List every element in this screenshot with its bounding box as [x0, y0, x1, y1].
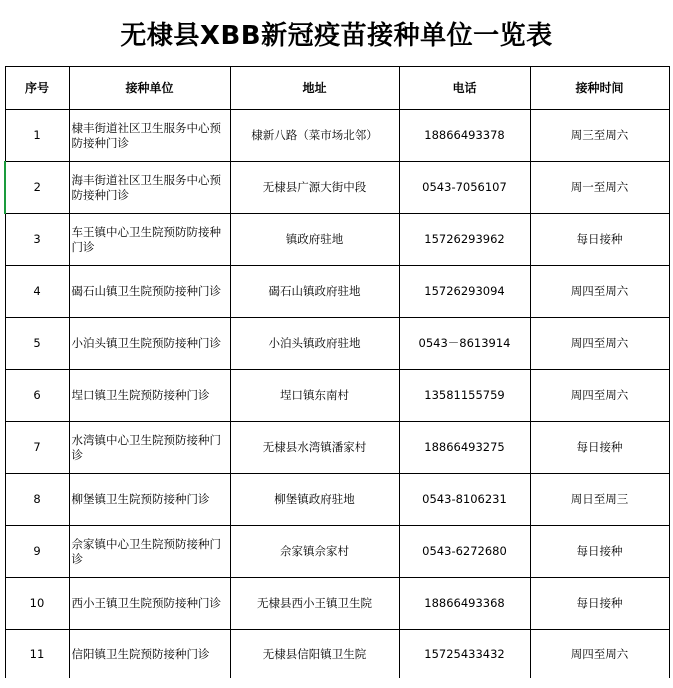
cell-phone[interactable]: 18866493378 [399, 110, 530, 162]
cell-index[interactable]: 4 [5, 266, 69, 318]
cell-phone[interactable]: 15725433432 [399, 630, 530, 679]
cell-phone[interactable]: 18866493368 [399, 578, 530, 630]
cell-index[interactable]: 11 [5, 630, 69, 679]
cell-phone[interactable]: 15726293094 [399, 266, 530, 318]
table-row [5, 318, 669, 370]
cell-unit[interactable]: 小泊头镇卫生院预防接种门诊 [69, 318, 230, 370]
cell-time[interactable]: 周四至周六 [530, 266, 669, 318]
cell-index[interactable]: 2 [5, 162, 69, 214]
cell-index[interactable]: 10 [5, 578, 69, 630]
table-row [5, 266, 669, 318]
cell-index[interactable]: 9 [5, 526, 69, 578]
header-time[interactable]: 接种时间 [530, 67, 669, 110]
cell-address[interactable]: 无棣县西小王镇卫生院 [230, 578, 399, 630]
table-row [5, 526, 669, 578]
table-row [5, 162, 669, 214]
cell-unit[interactable]: 埕口镇卫生院预防接种门诊 [69, 370, 230, 422]
cell-index[interactable]: 8 [5, 474, 69, 526]
cell-address[interactable]: 柳堡镇政府驻地 [230, 474, 399, 526]
cell-phone[interactable]: 0543－8613914 [399, 318, 530, 370]
cell-address[interactable]: 小泊头镇政府驻地 [230, 318, 399, 370]
cell-index[interactable]: 1 [5, 110, 69, 162]
cell-phone[interactable]: 18866493275 [399, 422, 530, 474]
cell-time[interactable]: 周四至周六 [530, 318, 669, 370]
cell-address[interactable]: 佘家镇佘家村 [230, 526, 399, 578]
cell-address[interactable]: 无棣县水湾镇潘家村 [230, 422, 399, 474]
cell-unit[interactable]: 水湾镇中心卫生院预防接种门诊 [69, 422, 230, 474]
table-row [5, 474, 669, 526]
header-index[interactable]: 序号 [5, 67, 69, 110]
cell-time[interactable]: 每日接种 [530, 526, 669, 578]
cell-time[interactable]: 周三至周六 [530, 110, 669, 162]
cell-time[interactable]: 周日至周三 [530, 474, 669, 526]
cell-index[interactable]: 6 [5, 370, 69, 422]
cell-time[interactable]: 每日接种 [530, 422, 669, 474]
table-row [5, 630, 669, 679]
cell-time[interactable]: 周四至周六 [530, 630, 669, 679]
cell-phone[interactable]: 0543-8106231 [399, 474, 530, 526]
table-row [5, 578, 669, 630]
cell-phone[interactable]: 15726293962 [399, 214, 530, 266]
table-row [5, 110, 669, 162]
cell-address[interactable]: 镇政府驻地 [230, 214, 399, 266]
cell-time[interactable]: 每日接种 [530, 578, 669, 630]
cell-time[interactable]: 周四至周六 [530, 370, 669, 422]
cell-unit[interactable]: 海丰街道社区卫生服务中心预防接种门诊 [69, 162, 230, 214]
table-row [5, 422, 669, 474]
header-address[interactable]: 地址 [230, 67, 399, 110]
header-phone[interactable]: 电话 [399, 67, 530, 110]
cell-address[interactable]: 棣新八路（菜市场北邻） [230, 110, 399, 162]
cell-phone[interactable]: 0543-7056107 [399, 162, 530, 214]
cell-unit[interactable]: 信阳镇卫生院预防接种门诊 [69, 630, 230, 679]
cell-unit[interactable]: 棣丰街道社区卫生服务中心预防接种门诊 [69, 110, 230, 162]
cell-time[interactable]: 周一至周六 [530, 162, 669, 214]
cell-time[interactable]: 每日接种 [530, 214, 669, 266]
cell-address[interactable]: 无棣县广源大街中段 [230, 162, 399, 214]
table-header-row [5, 67, 669, 110]
cell-address[interactable]: 碣石山镇政府驻地 [230, 266, 399, 318]
cell-unit[interactable]: 西小王镇卫生院预防接种门诊 [69, 578, 230, 630]
cell-address[interactable]: 埕口镇东南村 [230, 370, 399, 422]
cell-index[interactable]: 7 [5, 422, 69, 474]
cell-phone[interactable]: 0543-6272680 [399, 526, 530, 578]
cell-unit[interactable]: 柳堡镇卫生院预防接种门诊 [69, 474, 230, 526]
cell-unit[interactable]: 碣石山镇卫生院预防接种门诊 [69, 266, 230, 318]
cell-phone[interactable]: 13581155759 [399, 370, 530, 422]
cell-unit[interactable]: 佘家镇中心卫生院预防接种门诊 [69, 526, 230, 578]
page-title: 无棣县XBB新冠疫苗接种单位一览表 [120, 20, 553, 51]
table-row [5, 214, 669, 266]
cell-index[interactable]: 5 [5, 318, 69, 370]
cell-index[interactable]: 3 [5, 214, 69, 266]
cell-address[interactable]: 无棣县信阳镇卫生院 [230, 630, 399, 679]
table-row [5, 370, 669, 422]
header-unit[interactable]: 接种单位 [69, 67, 230, 110]
cell-unit[interactable]: 车王镇中心卫生院预防防接种门诊 [69, 214, 230, 266]
vaccination-table [4, 66, 670, 678]
